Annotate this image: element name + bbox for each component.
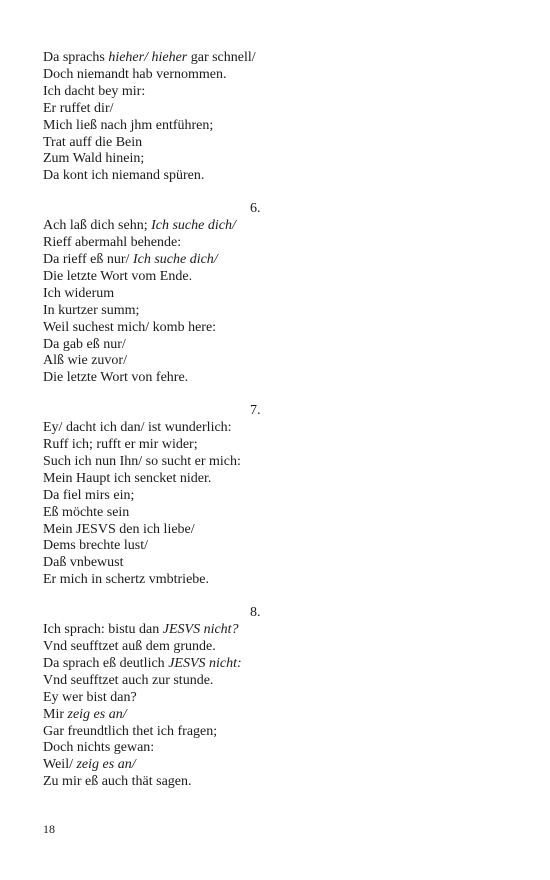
- text-run: Ach laß dich sehn;: [43, 218, 152, 234]
- text-run: Ich dacht bey mir:: [43, 83, 146, 99]
- italic-text: zeig es an/: [76, 757, 136, 773]
- verse-line: [43, 50, 503, 67]
- text-run: Da gab eß nur/: [43, 336, 126, 352]
- verse-line: [43, 471, 503, 488]
- stanza-number: 7.: [250, 403, 261, 419]
- text-run: Weil/: [43, 757, 77, 773]
- verse-line: [43, 673, 503, 690]
- text-run: Vnd seufftzet auch zur stunde.: [43, 672, 214, 688]
- text-run: Mein Haupt ich sencket nider.: [43, 470, 212, 486]
- verse-line: [43, 757, 503, 774]
- text-run: Da fiel mirs ein;: [43, 487, 135, 503]
- verse-line: [43, 118, 503, 135]
- stanza: [43, 50, 503, 185]
- text-run: Zu mir eß auch thät sagen.: [43, 774, 192, 790]
- text-run: Er mich in schertz vmbtriebe.: [43, 572, 209, 588]
- text-run: Such ich nun Ihn/ so sucht er mich:: [43, 453, 241, 469]
- text-run: Mir: [43, 706, 68, 722]
- text-run: Daß vnbewust: [43, 555, 124, 571]
- verse-line: [43, 235, 503, 252]
- verse-line: [43, 488, 503, 505]
- stanza-number: 6.: [250, 201, 261, 217]
- text-run: Ich widerum: [43, 285, 115, 301]
- text-run: Ey wer bist dan?: [43, 689, 137, 705]
- text-run: Trat auff die Bein: [43, 134, 143, 150]
- text-run: Mein JESVS den ich liebe/: [43, 521, 195, 537]
- verse-line: [43, 151, 503, 168]
- verse-line: [43, 555, 503, 572]
- verse-line: [43, 67, 503, 84]
- stanza: [43, 605, 503, 791]
- text-run: Eß möchte sein: [43, 504, 130, 520]
- verse-line: [43, 690, 503, 707]
- verse-line: [43, 353, 503, 370]
- stanza-number: 8.: [250, 605, 261, 621]
- verse-line: [43, 774, 503, 791]
- text-run: Ruff ich; rufft er mir wider;: [43, 437, 198, 453]
- italic-text: Ich suche dich/: [151, 218, 236, 234]
- verse-line: [43, 656, 503, 673]
- verse-line: [43, 538, 503, 555]
- text-run: Ey/ dacht ich dan/ ist wunderlich:: [43, 420, 232, 436]
- stanza: [43, 403, 503, 589]
- text-run: Er ruffet dir/: [43, 100, 114, 116]
- verse-line: [43, 269, 503, 286]
- text-run: Ich sprach: bistu dan: [43, 622, 163, 638]
- text-run: Die letzte Wort von fehre.: [43, 370, 189, 386]
- poem-text: [43, 50, 503, 791]
- text-run: Weil suchest mich/ komb here:: [43, 319, 217, 335]
- verse-line: [43, 303, 503, 320]
- verse-line: [43, 320, 503, 337]
- text-run: Die letzte Wort vom Ende.: [43, 268, 193, 284]
- text-run: Dems brechte lust/: [43, 538, 148, 554]
- verse-line: [43, 505, 503, 522]
- italic-text: zeig es an/: [67, 706, 127, 722]
- text-run: In kurtzer summ;: [43, 302, 140, 318]
- text-run: Doch niemandt hab vernommen.: [43, 66, 227, 82]
- verse-line: [43, 252, 503, 269]
- italic-text: JESVS nicht:: [168, 655, 242, 671]
- page-number: 18: [43, 822, 55, 836]
- text-run: Alß wie zuvor/: [43, 353, 127, 369]
- verse-line: [43, 370, 503, 387]
- verse-line: [43, 437, 503, 454]
- text-run: Mich ließ nach jhm entführen;: [43, 117, 214, 133]
- text-run: Zum Wald hinein;: [43, 151, 145, 167]
- text-run: Da sprach eß deutlich: [43, 655, 169, 671]
- verse-line: [43, 218, 503, 235]
- text-run: Da sprachs: [43, 50, 109, 65]
- verse-line: [43, 420, 503, 437]
- text-run: Da rieff eß nur/: [43, 251, 133, 267]
- text-run: Rieff abermahl behende:: [43, 235, 182, 251]
- verse-line: [43, 286, 503, 303]
- italic-text: JESVS nicht?: [162, 622, 239, 638]
- text-run: Vnd seufftzet auß dem grunde.: [43, 639, 216, 654]
- verse-line: [43, 740, 503, 757]
- verse-line: [43, 101, 503, 118]
- text-run: Gar freundtlich thet ich fragen;: [43, 723, 218, 739]
- text-run: Doch nichts gewan:: [43, 740, 155, 756]
- verse-line: [43, 639, 503, 656]
- verse-line: [43, 337, 503, 354]
- verse-line: [43, 84, 503, 101]
- italic-text: hieher/ hieher: [108, 50, 188, 65]
- verse-line: [43, 724, 503, 741]
- verse-line: [43, 707, 503, 724]
- italic-text: Ich suche dich/: [132, 251, 218, 267]
- verse-line: [43, 454, 503, 471]
- verse-line: [43, 572, 503, 589]
- stanza: [43, 201, 503, 387]
- text-run: gar schnell/: [187, 50, 256, 65]
- verse-line: [43, 522, 503, 539]
- verse-line: [43, 168, 503, 185]
- text-run: Da kont ich niemand spüren.: [43, 168, 205, 184]
- verse-line: [43, 135, 503, 152]
- verse-line: [43, 622, 503, 639]
